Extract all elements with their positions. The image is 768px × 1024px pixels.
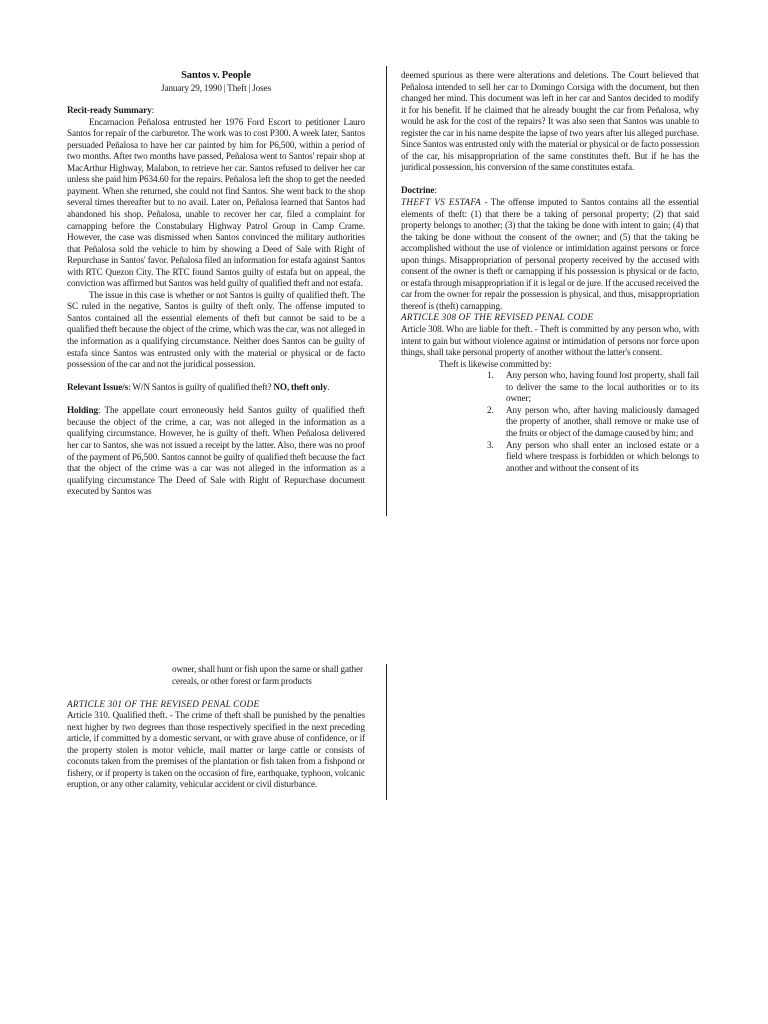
list-item bbox=[401, 370, 699, 405]
doctrine-heading-line bbox=[401, 185, 699, 197]
summary-colon: : bbox=[151, 105, 155, 116]
doctrine-text: - The offense imputed to Santos contains all the essential elements of theft: (1) that there be a taking of personal property; (2) that said property belongs to another; (3) that the taking be done with intent to gain; (4) that the taking be done without the consent of the owner; and (5) that the taking be accomplished without the use of violence or intimidation against persons or force upon things. Misappropriation of personal property received by the accused with consent of the owner is theft or carnapping if his possession is physical or de facto, or estafa through misappropriation if it is legal or de jure. If the accused received the car from the owner for repair the possession is physical, and thus, misappropriation thereof is (theft) carnapping. bbox=[401, 197, 699, 311]
issue-paragraph bbox=[67, 382, 365, 394]
column-divider-page2 bbox=[386, 664, 387, 800]
holding-paragraph bbox=[67, 405, 365, 497]
left-column-page1 bbox=[67, 70, 365, 498]
issue-heading: Relevant Issue/s bbox=[67, 382, 129, 393]
doctrine-paragraph bbox=[401, 197, 699, 312]
list-item bbox=[401, 405, 699, 440]
article-308-text: Article 308. Who are liable for theft. - Theft is committed by any person who, with intent to gain but without violence against or intimidation of persons nor force upon things, shall take personal property of another without the latter's consent. bbox=[401, 324, 699, 358]
issue-text: : W/N Santos is guilty of qualified theft? bbox=[128, 382, 274, 393]
article-310-heading: ARTICLE 301 OF THE REVISED PENAL CODE bbox=[67, 698, 260, 709]
article-308-continued: owner, shall hunt or fish upon the same or shall gather cereals, or other forest or farm products bbox=[172, 664, 363, 686]
right-column-page1 bbox=[401, 70, 699, 474]
list-item-text: Any person who, having found lost property, shall fail to deliver the same to the local authorities or to its owner; bbox=[506, 370, 699, 404]
holding-text: : The appellate court erroneously held Santos guilty of qualified theft because the object of the crime, a car, was not alleged in the information as a qualifying circumstance. However, he is guilty of theft. When Peñalosa delivered her car to Santos, she was not issued a receipt by the latter. Also, there was no proof of the payment of P6,500. Santos cannot be guilty of qualified theft because the fact that the object of the crime was a car was not alleged in the information as a qualifying circumstance The Deed of Sale with Right of Repurchase document executed by Santos was bbox=[67, 405, 365, 497]
left-column-page2 bbox=[67, 664, 365, 791]
summary-heading-line bbox=[67, 105, 365, 117]
doctrine-subheading: THEFT VS ESTAFA bbox=[401, 197, 481, 208]
case-title: Santos v. People bbox=[181, 70, 251, 81]
article-308-heading: ARTICLE 308 OF THE REVISED PENAL CODE bbox=[401, 312, 594, 323]
holding-heading: Holding bbox=[67, 405, 98, 416]
issue-end: . bbox=[327, 382, 330, 393]
list-item bbox=[401, 440, 699, 475]
article-308-list bbox=[401, 370, 699, 474]
summary-paragraph-1: Encarnacion Peñalosa entrusted her 1976 Ford Escort to petitioner Lauro Santos for repair of the carburetor. The work was to cost P300. A week later, Santos persuaded Peñalosa to have her car painted by him for P6,500, within a period of two months. After two months have passed, Peñalosa went to Santos' repair shop at MacArthur Highway, Malabon, to retrieve her car. Santos refused to deliver her car unless she paid him P634.60 for the repairs. Peñalosa left the shop to get the needed payment. When she returned, she could not find Santos. She went back to the shop several times thereafter but to no avail. Later on, Peñalosa learned that Santos had abandoned his shop. Peñalosa, unable to recover her car, filed a complaint for carnapping before the Constabulary Highway Patrol Group in Camp Crame. However, the case was dismissed when Santos convinced the military authorities that Peñalosa sold the vehicle to him by showing a Deed of Sale with Right of Repurchase in Santos' favor. Peñalosa filed an information for estafa against Santos with RTC Quezon City. The RTC found Santos guilty of estafa but on appeal, the conviction was affirmed but Santos was held guilty of qualified theft and not estafa. bbox=[67, 116, 365, 289]
article-308-likewise: Theft is likewise committed by: bbox=[439, 358, 552, 369]
article-310-text: Article 310. Qualified theft. - The crime of theft shall be punished by the penalties next higher by two degrees than those respectively specified in the next preceding article, if committed by a domestic servant, or with grave abuse of confidence, or if the property stolen is motor vehicle, mail matter or large cattle or consists of coconuts taken from the premises of the plantation or fish taken from a fishpond or fishery, or if property is taken on the occasion of fire, earthquake, typhoon, volcanic eruption, or any other calamity, vehicular accident or civil disturbance. bbox=[67, 710, 365, 790]
doctrine-colon: : bbox=[434, 185, 437, 196]
list-item-text: Any person who, after having maliciously damaged the property of another, shall remove or make use of the fruits or object of the damage caused by him; and bbox=[506, 404, 699, 438]
doctrine-heading: Doctrine bbox=[401, 185, 435, 196]
case-subtitle: January 29, 1990 | Theft | Joses bbox=[160, 82, 272, 93]
list-item-number: 1. bbox=[487, 370, 494, 381]
summary-heading: Recit-ready Summary bbox=[67, 105, 152, 116]
list-item-text: Any person who shall enter an inclosed estate or a field where trespass is forbidden or which belongs to another and without the consent of its bbox=[506, 439, 699, 473]
holding-continued: deemed spurious as there were alterations and deletions. The Court believed that Peñalosa intended to sell her car to Domingo Corsiga with the document, but then changed her mind. This document was left in her car and Santos decided to modify it for his benefit. If he claimed that he already bought the car from Peñalosa, why would he ask for the cost of the repairs? It was also seen that Santos was unable to register the car in his name despite the lapse of two years after his alleged purchase. Since Santos was entrusted only with the material or physical or de facto possession of the car, his misappropriation of the same constitutes theft. But if he has the juridical possession, his conversion of the same constitutes estafa. bbox=[401, 70, 699, 173]
issue-answer: NO, theft only bbox=[273, 382, 328, 393]
list-item-number: 2. bbox=[487, 404, 494, 415]
list-item-number: 3. bbox=[487, 439, 494, 450]
summary-paragraph-2: The issue in this case is whether or not Santos is guilty of qualified theft. The SC ruled in the negative, Santos is guilty of theft only. The offense imputed to Santos contained all the essential elements of theft but cannot be said to be a qualified theft because the object of the crime, which was the car, was not alleged in the information as a qualifying circumstance. Neither does Santos can be guilty of estafa since Santos was entrusted only with the material or physical or de facto possession of the car and not the juridical possession. bbox=[67, 289, 365, 370]
column-divider bbox=[386, 66, 387, 516]
